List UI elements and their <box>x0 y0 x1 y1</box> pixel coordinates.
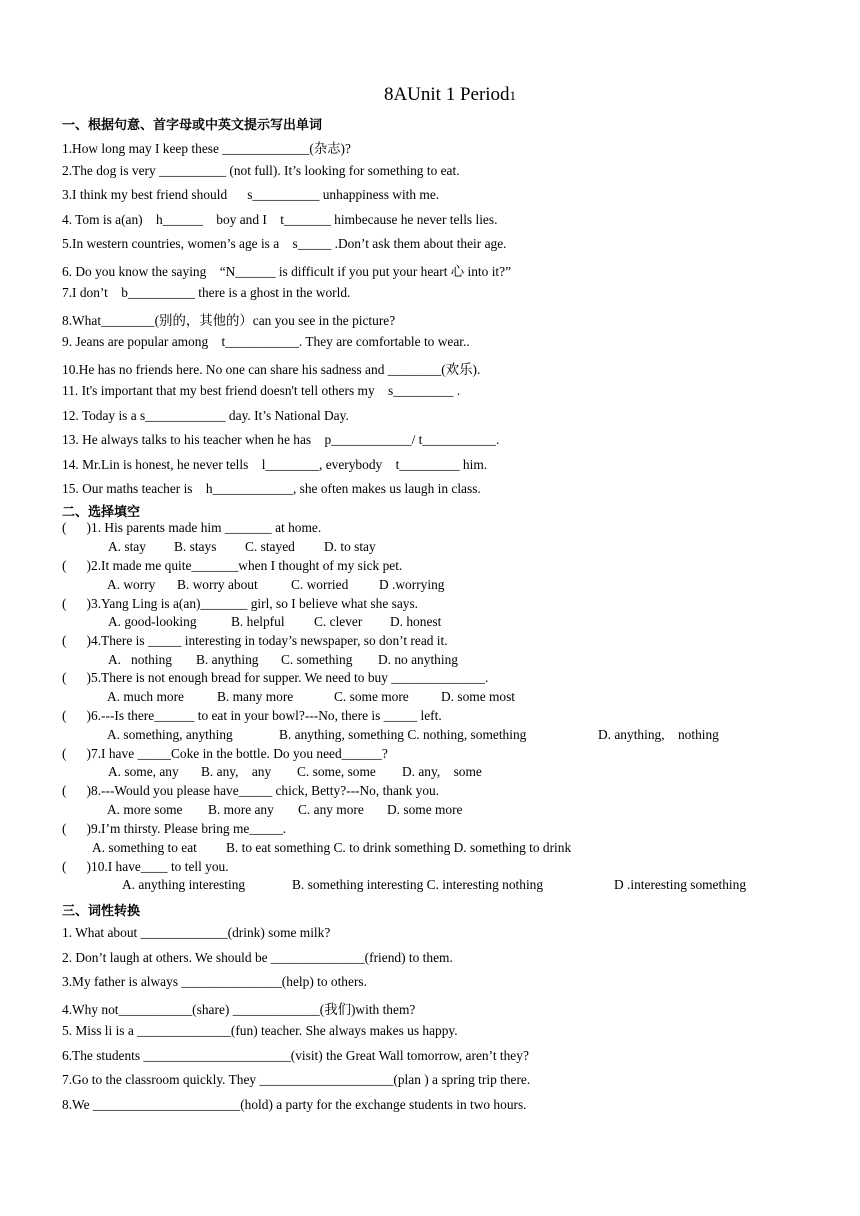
fill-blank-item: 10.He has no friends here. No one can share his sadness and ________(欢乐). <box>62 362 481 377</box>
fill-blank-item: 5.In western countries, women’s age is a s_____ .Don’t ask them about their age. <box>62 236 507 251</box>
option-a: A. good-looking <box>108 614 197 629</box>
option-b: B. many more <box>217 689 294 704</box>
option-d: D. honest <box>390 614 442 629</box>
option-b: B. anything, something C. nothing, something <box>279 727 527 742</box>
page-title: 8AUnit 1 Period1 <box>383 84 517 105</box>
choice-question: ( )5.There is not enough bread for supper. We need to buy ______________. <box>62 670 489 685</box>
fill-blank-item: 14. Mr.Lin is honest, he never tells l________, everybody t_________ him. <box>62 457 488 472</box>
section-heading-1: 一、根据句意、首字母或中英文提示写出单词 <box>62 118 323 133</box>
option-c: C. some, some <box>297 764 376 779</box>
option-c: C. worried <box>291 577 349 592</box>
fill-blank-item: 9. Jeans are popular among t___________. They are comfortable to wear.. <box>62 334 470 349</box>
option-c: C. clever <box>314 614 363 629</box>
option-a: A. anything interesting <box>122 877 246 892</box>
option-b: B. worry about <box>177 577 258 592</box>
choice-question: ( )4.There is _____ interesting in today’s newspaper, so don’t read it. <box>62 633 448 648</box>
option-b: B. anything <box>196 652 259 667</box>
choice-question: ( )1. His parents made him _______ at home. <box>62 520 322 535</box>
fill-blank-item: 2.The dog is very __________ (not full). It’s looking for something to eat. <box>62 163 460 178</box>
option-d: D. any, some <box>402 764 482 779</box>
option-d: D .interesting something <box>614 877 747 892</box>
option-b: B. to eat something C. to drink something D. something to drink <box>226 840 572 855</box>
section-heading-3: 三、词性转换 <box>62 904 141 919</box>
option-a: A. some, any <box>108 764 179 779</box>
option-a: A. much more <box>107 689 184 704</box>
word-form-item: 1. What about _____________(drink) some milk? <box>62 925 331 940</box>
word-form-item: 6.The students ______________________(visit) the Great Wall tomorrow, aren’t they? <box>62 1048 529 1063</box>
choice-question: ( )6.---Is there______ to eat in your bowl?---No, there is _____ left. <box>62 708 442 723</box>
fill-blank-item: 13. He always talks to his teacher when he has p____________/ t___________. <box>62 432 500 447</box>
fill-blank-item: 15. Our maths teacher is h____________, she often makes us laugh in class. <box>62 481 481 496</box>
option-a: A. stay <box>108 539 146 554</box>
option-d: D .worrying <box>379 577 445 592</box>
option-b: B. something interesting C. interesting nothing <box>292 877 544 892</box>
fill-blank-item: 4. Tom is a(an) h______ boy and I t_______ himbecause he never tells lies. <box>62 212 498 227</box>
choice-question: ( )2.It made me quite_______when I thought of my sick pet. <box>62 558 403 573</box>
fill-blank-item: 12. Today is a s____________ day. It’s National Day. <box>62 408 349 423</box>
option-c: C. stayed <box>245 539 295 554</box>
fill-blank-item: 3.I think my best friend should s__________ unhappiness with me. <box>62 187 440 202</box>
word-form-item: 2. Don’t laugh at others. We should be ______________(friend) to them. <box>62 950 453 965</box>
word-form-item: 8.We ______________________(hold) a party for the exchange students in two hours. <box>62 1097 527 1112</box>
option-a: A. more some <box>107 802 183 817</box>
option-a: A. something to eat <box>92 840 197 855</box>
word-form-item: 7.Go to the classroom quickly. They ____________________(plan ) a spring trip there. <box>62 1072 531 1087</box>
option-b: B. stays <box>174 539 217 554</box>
option-d: D. to stay <box>324 539 376 554</box>
option-d: D. anything, nothing <box>598 727 719 742</box>
section-heading-2: 二、选择填空 <box>62 505 141 520</box>
word-form-item: 4.Why not___________(share) _____________(我们)with them? <box>62 1002 416 1017</box>
option-c: C. some more <box>334 689 409 704</box>
option-a: A. worry <box>107 577 156 592</box>
fill-blank-item: 6. Do you know the saying “N______ is difficult if you put your heart 心 into it?” <box>62 264 512 279</box>
choice-question: ( )7.I have _____Coke in the bottle. Do you need______? <box>62 746 388 761</box>
fill-blank-item: 7.I don’t b__________ there is a ghost in the world. <box>62 285 351 300</box>
fill-blank-item: 8.What________(别的，其他的）can you see in the picture? <box>62 313 396 328</box>
option-d: D. some most <box>441 689 516 704</box>
fill-blank-item: 1.How long may I keep these _____________(杂志)? <box>62 141 351 156</box>
option-b: B. helpful <box>231 614 285 629</box>
option-a: A. nothing <box>108 652 172 667</box>
option-c: C. any more <box>298 802 364 817</box>
word-form-item: 5. Miss li is a ______________(fun) teacher. She always makes us happy. <box>62 1023 458 1038</box>
option-d: D. no anything <box>378 652 458 667</box>
option-b: B. more any <box>208 802 274 817</box>
choice-question: ( )3.Yang Ling is a(an)_______ girl, so I believe what she says. <box>62 596 419 611</box>
option-d: D. some more <box>387 802 463 817</box>
choice-question: ( )8.---Would you please have_____ chick, Betty?---No, thank you. <box>62 783 440 798</box>
choice-question: ( )10.I have____ to tell you. <box>62 859 229 874</box>
option-a: A. something, anything <box>107 727 233 742</box>
choice-question: ( )9.I’m thirsty. Please bring me_____. <box>62 821 287 836</box>
word-form-item: 3.My father is always _______________(help) to others. <box>62 974 367 989</box>
option-b: B. any, any <box>201 764 272 779</box>
option-c: C. something <box>281 652 353 667</box>
fill-blank-item: 11. It's important that my best friend doesn't tell others my s_________ . <box>62 383 461 398</box>
